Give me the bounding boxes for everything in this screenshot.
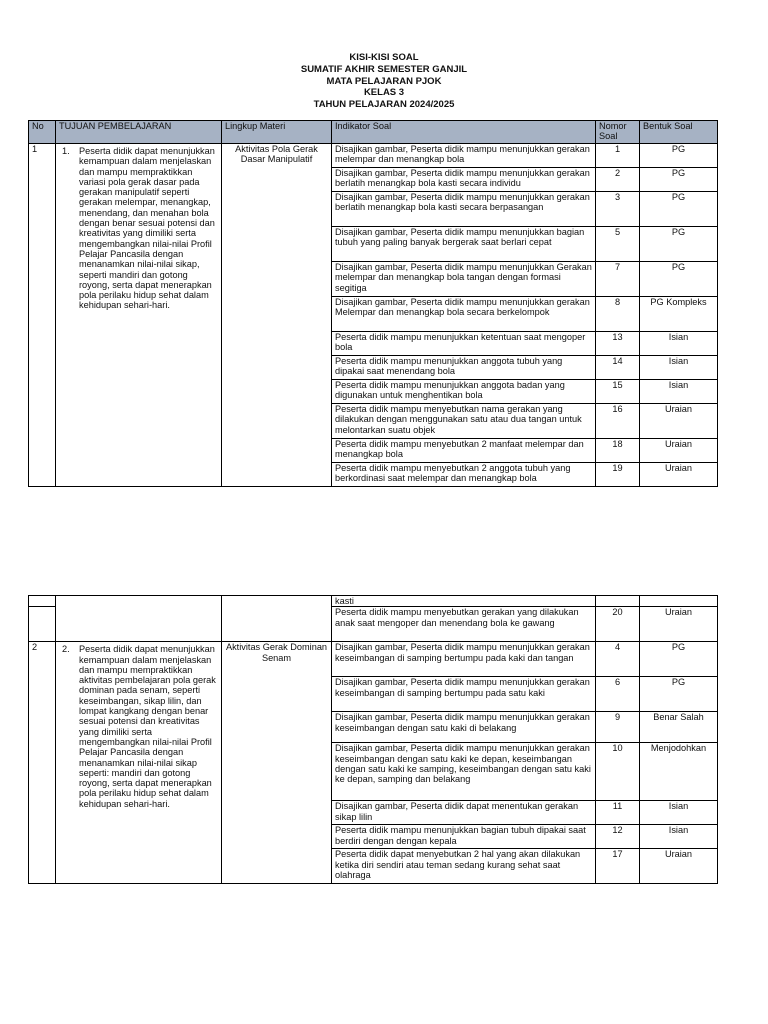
bentuk-soal-cell: Isian [640,801,718,825]
nomor-soal-cell: 1 [596,144,640,168]
nomor-soal-cell: 8 [596,297,640,332]
nomor-soal-cell: 5 [596,227,640,262]
bentuk-soal-cell: PG [640,227,718,262]
bentuk-soal-cell: PG [640,262,718,297]
indikator-cell: Disajikan gambar, Peserta didik mampu menunjukkan gerakan keseimbangan di samping bertumpu pada satu kaki [332,677,596,712]
nomor-soal-cell: 14 [596,356,640,380]
row-no: 2 [29,642,56,884]
nomor-soal-cell: 2 [596,168,640,192]
tujuan-pembelajaran [56,144,222,487]
bentuk-soal-cell: Uraian [640,849,718,884]
nomor-soal-cell: 3 [596,192,640,227]
row-no: 1 [29,144,56,487]
indikator-cell: Peserta didik mampu menyebutkan gerakan yang dilakukan anak saat mengoper dan menendang bola ke gawang [332,607,596,642]
nomor-soal-cell: 20 [596,607,640,642]
bentuk-soal-cell: Uraian [640,404,718,439]
indikator-cell: Disajikan gambar, Peserta didik mampu menunjukkan gerakan melempar dan menangkap bola [332,144,596,168]
col-header-lingkup: Lingkup Materi [222,121,332,144]
bentuk-soal-cell: PG [640,168,718,192]
indikator-cell: kasti [332,596,596,607]
indikator-cell: Disajikan gambar, Peserta didik mampu menunjukkan gerakan berlatih menangkap bola kasti secara berpasangan [332,192,596,227]
indikator-cell: Peserta didik dapat menyebutkan 2 hal yang akan dilakukan ketika diri sendiri atau teman sedang kurang sehat saat olahraga [332,849,596,884]
indikator-cell: Disajikan gambar, Peserta didik mampu menunjukkan bagian tubuh yang paling banyak bergerak saat berlari cepat [332,227,596,262]
col-header-bentuk: Bentuk Soal [640,121,718,144]
nomor-soal-cell: 10 [596,743,640,801]
bentuk-soal-cell: Uraian [640,463,718,487]
nomor-soal-cell: 16 [596,404,640,439]
indikator-cell: Disajikan gambar, Peserta didik dapat menentukan gerakan sikap lilin [332,801,596,825]
bentuk-soal-cell: Isian [640,380,718,404]
tp-number: 2. [62,644,70,655]
indikator-cell: Disajikan gambar, Peserta didik mampu menunjukkan gerakan keseimbangan di samping bertumpu pada kaki dan tangan [332,642,596,677]
indikator-cell: Peserta didik mampu menyebutkan nama gerakan yang dilakukan dengan menggunakan satu atau dua tangan untuk melontarkan suatu objek [332,404,596,439]
bentuk-soal-cell: PG [640,642,718,677]
col-header-nomor: Nomor Soal [596,121,640,144]
nomor-soal-cell: 6 [596,677,640,712]
table-header-row [29,121,718,144]
nomor-soal-cell: 15 [596,380,640,404]
lingkup-materi: Aktivitas Pola Gerak Dasar Manipulatif [222,144,332,487]
table-row [29,596,718,607]
document-title [0,52,768,111]
nomor-soal-cell: 9 [596,712,640,743]
nomor-soal-cell: 19 [596,463,640,487]
bentuk-soal-cell: Uraian [640,439,718,463]
tp-number: 1. [62,146,70,156]
kisi-kisi-table-1 [28,120,718,487]
bentuk-soal-cell: Isian [640,356,718,380]
indikator-cell: Peserta didik mampu menyebutkan 2 manfaat melempar dan menangkap bola [332,439,596,463]
tp-text: Peserta didik dapat menunjukkan kemampuan dalam menjelaskan dan mampu mempraktikkan variasi pola gerak dasar pada gerakan manipulatif seperti gerakan melempar, menangkap, menendang, dan menahan bola dengan benar sesuai potensi dan kreativitas yang dimiliki serta mengembangkan nilai-nilai Profil Pelajar Pancasila dengan menanamkan nilai-nilai sikap, seperti mandiri dan gotong royong, serta dapat menerapkan pola perilaku hidup sehat dalam kehidupan sehari-hari. [79,146,215,311]
indikator-cell: Peserta didik mampu menunjukkan anggota badan yang digunakan untuk menghentikan bola [332,380,596,404]
lingkup-materi: Aktivitas Gerak Dominan Senam [222,642,332,884]
title-line-3: MATA PELAJARAN PJOK [326,75,442,87]
table-row [29,642,718,677]
nomor-soal-cell: 12 [596,825,640,849]
indikator-cell: Peserta didik mampu menunjukkan ketentuan saat mengoper bola [332,332,596,356]
indikator-cell: Disajikan gambar, Peserta didik mampu menunjukkan gerakan berlatih menangkap bola kasti secara individu [332,168,596,192]
tujuan-pembelajaran [56,642,222,884]
bentuk-soal-cell: Benar Salah [640,712,718,743]
nomor-soal-cell: 13 [596,332,640,356]
bentuk-soal-cell: Uraian [640,607,718,642]
bentuk-soal-cell: Isian [640,332,718,356]
col-header-no: No [29,121,56,144]
table-row [29,144,718,168]
bentuk-soal-cell: PG [640,677,718,712]
bentuk-soal-cell: PG [640,192,718,227]
indikator-cell: Peserta didik mampu menyebutkan 2 anggota tubuh yang berkordinasi saat melempar dan menangkap bola [332,463,596,487]
title-line-2: SUMATIF AKHIR SEMESTER GANJIL [300,63,468,75]
indikator-cell: Disajikan gambar, Peserta didik mampu menunjukkan gerakan keseimbangan dengan satu kaki ke depan, keseimbangan dengan satu kaki ke samping, keseimbangan dengan satu kaki ke depan, samping dan belakang [332,743,596,801]
title-line-5: TAHUN PELAJARAN 2024/2025 [313,99,455,111]
col-header-tujuan: TUJUAN PEMBELAJARAN [56,121,222,144]
indikator-cell: Disajikan gambar, Peserta didik mampu menunjukkan gerakan keseimbangan dengan satu kaki di belakang [332,712,596,743]
nomor-soal-cell: 7 [596,262,640,297]
nomor-soal-cell: 4 [596,642,640,677]
bentuk-soal-cell: PG [640,144,718,168]
col-header-indikator: Indikator Soal [332,121,596,144]
indikator-cell: Disajikan gambar, Peserta didik mampu menunjukkan gerakan Melempar dan menangkap bola secara berkelompok [332,297,596,332]
title-line-1: KISI-KISI SOAL [349,52,419,63]
tp-text: Peserta didik dapat menunjukkan kemampuan dalam menjelaskan dan mampu mempraktikkan aktivitas pembelajaran pola gerak dominan pada senam, seperti keseimbangan, sikap lilin, dan lompat kangkang dengan benar sesuai potensi dan kreativitas yang dimiliki serta mengembangkan nilai-nilai Profil Pelajar Pancasila dengan menanamkan nilai-nilai sikap seperti: mandiri dan gotong royong, serta dapat menerapkan pola perilaku hidup sehat dalam kehidupan sehari-hari. [79,644,216,809]
bentuk-soal-cell: PG Kompleks [640,297,718,332]
indikator-cell: Disajikan gambar, Peserta didik mampu menunjukkan Gerakan melempar dan menangkap bola tangan dengan formasi segitiga [332,262,596,297]
bentuk-soal-cell: Menjodohkan [640,743,718,801]
title-line-4: KELAS 3 [363,87,405,99]
indikator-cell: Peserta didik mampu menunjukkan bagian tubuh dipakai saat berdiri dengan dengan kepala [332,825,596,849]
nomor-soal-cell: 11 [596,801,640,825]
kisi-kisi-table-2 [28,595,718,884]
bentuk-soal-cell: Isian [640,825,718,849]
indikator-cell: Peserta didik mampu menunjukkan anggota tubuh yang dipakai saat menendang bola [332,356,596,380]
nomor-soal-cell: 18 [596,439,640,463]
nomor-soal-cell: 17 [596,849,640,884]
